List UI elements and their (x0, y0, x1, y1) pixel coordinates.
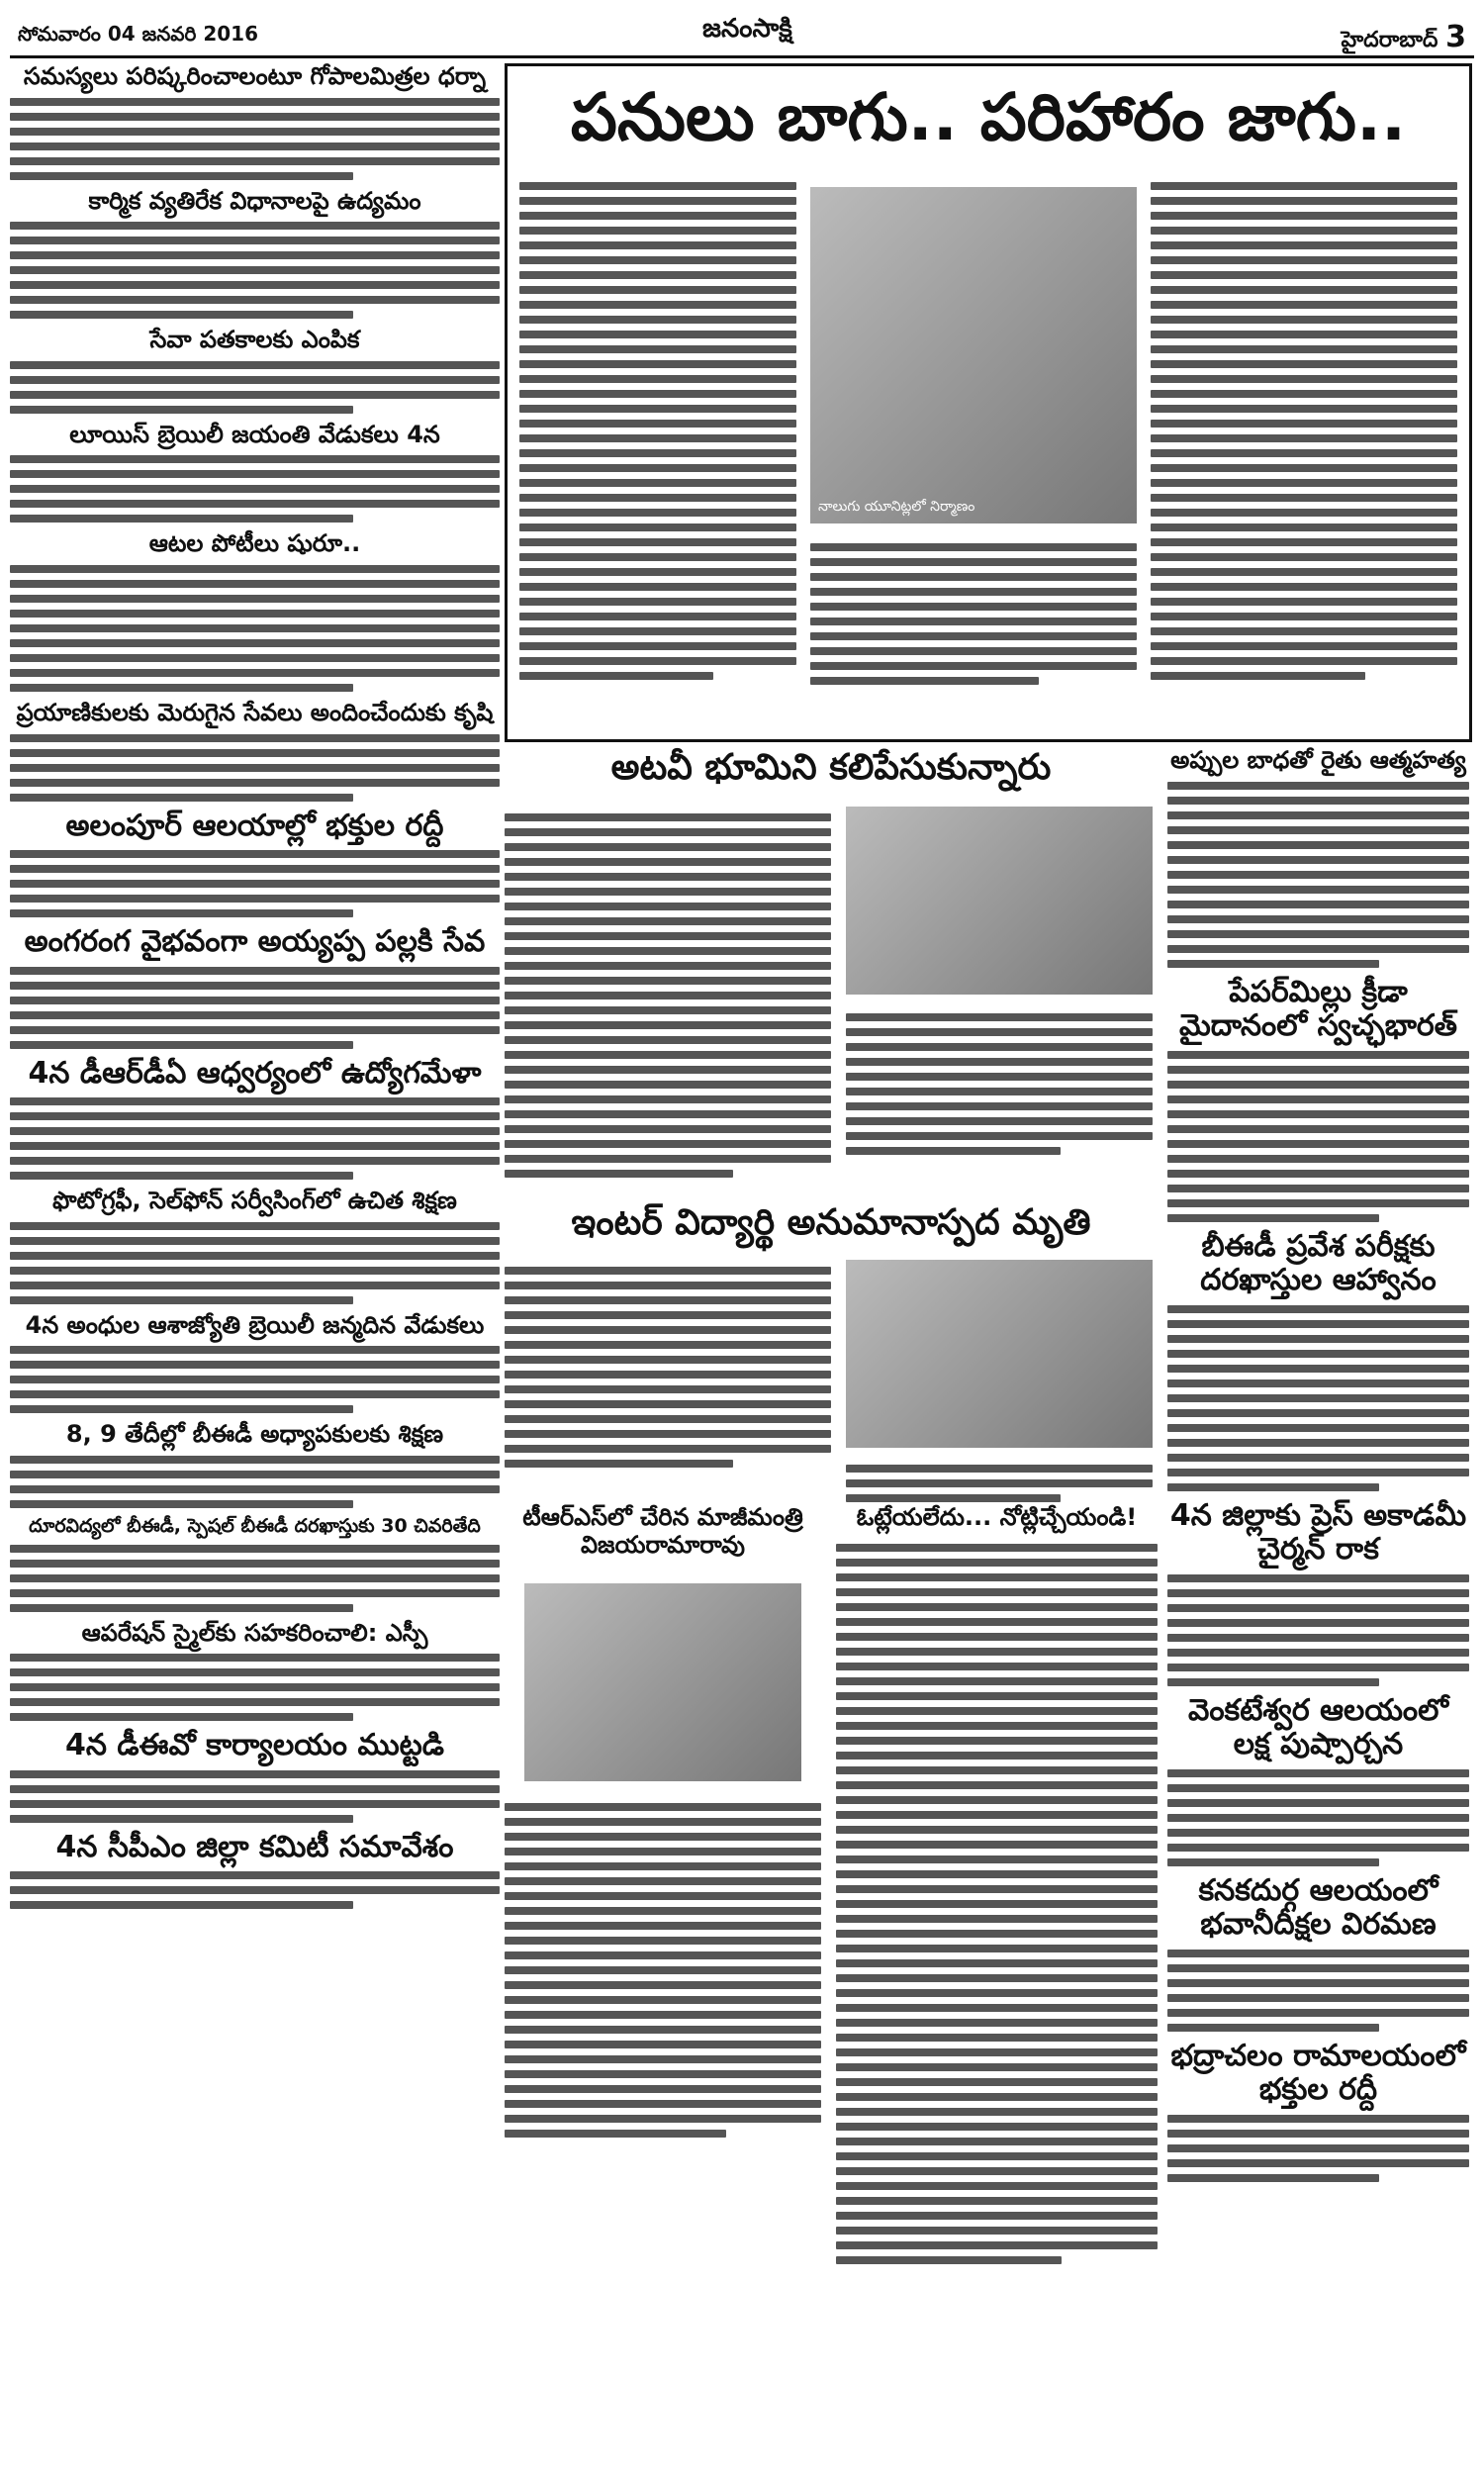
page-number: 3 (1445, 20, 1466, 54)
lead-body-2 (810, 536, 1137, 693)
student-story (505, 1202, 1158, 1499)
vote-story (836, 1504, 1158, 2454)
lead-body-1 (519, 175, 796, 688)
right-headline-4: వెంకటేశ్వర ఆలయంలో లక్ష పుష్పార్చన (1188, 1692, 1448, 1762)
forest-headline: అటవీ భూమిని కలిపేసుకున్నారు (610, 747, 1052, 788)
left-headline-2: సేవా పతకాలకు ఎంపిక (149, 326, 360, 354)
city-and-page (1341, 20, 1466, 57)
left-headline-14: 4న డీఈవో కార్యాలయం ముట్టడి (65, 1728, 444, 1763)
right-headline-2: బీఈడీ ప్రవేశ పరీక్షకు దరఖాస్తుల ఆహ్వానం (1200, 1228, 1437, 1298)
left-headline-4: ఆటల పోటీలు షురూ.. (148, 529, 361, 558)
right-headline-5: కనకదుర్గ ఆలయంలో భవానీదీక్షల విరమణ (1198, 1872, 1438, 1943)
student-photo (846, 1260, 1153, 1448)
lead-photo-caption: నాలుగు యూనిట్లలో నిర్మాణం (818, 499, 975, 515)
left-headline-1: కార్మిక వ్యతిరేక విధానాలపై ఉద్యమం (88, 186, 421, 215)
left-headline-12: దూరవిద్యలో బీఈడీ, స్పెషల్ బీఈడీ దరఖాస్తుకు 30 చివరితేది (29, 1514, 481, 1537)
left-headline-7: అంగరంగ వైభవంగా అయ్యప్ప పల్లకి సేవ (24, 924, 486, 960)
student-headline: ఇంటర్ విద్యార్థి అనుమానాస్పద మృతి (571, 1202, 1091, 1243)
left-headline-11: 8, 9 తేదీల్లో బీఈడీ అధ్యాపకులకు శిక్షణ (65, 1420, 444, 1449)
masthead (10, 8, 1474, 58)
left-headline-9: ఫొటోగ్రఫీ, సెల్‌ఫోన్ సర్వీసింగ్‌లో ఉచిత శిక్షణ (52, 1187, 457, 1215)
paper-logo: జనంసాక్షి (702, 14, 792, 44)
right-headline-1: పేపర్‌మిల్లు క్రీడా మైదానంలో స్వచ్ఛభారత్ (1178, 974, 1457, 1044)
politician-photo (524, 1583, 801, 1781)
forest-story (505, 747, 1158, 1197)
right-column (1167, 747, 1469, 2190)
right-headline-0: అప్పుల బాధతో రైతు ఆత్మహత్య (1170, 746, 1466, 774)
lead-photo (810, 187, 1137, 523)
issue-date: సోమవారం 04 జనవరి 2016 (18, 22, 258, 46)
forest-photo (846, 807, 1153, 995)
lead-story-box (505, 63, 1472, 742)
lead-body-3 (1151, 175, 1457, 688)
left-headline-3: లూయిస్ బ్రెయిలీ జయంతి వేడుకలు 4న (69, 420, 440, 448)
lead-headline: పనులు బాగు.. పరిహారం జాగు.. (570, 79, 1407, 155)
right-headline-6: భద్రాచలం రామాలయంలో భక్తుల రద్దీ (1170, 2038, 1466, 2108)
trs-join-headline: టీఆర్ఎస్‌లో చేరిన మాజీమంత్రి విజయరామారావు (522, 1503, 803, 1559)
trs-join-story (505, 1504, 821, 2454)
right-headline-3: 4న జిల్లాకు ప్రెస్ అకాడమీ చైర్మన్ రాక (1169, 1497, 1467, 1568)
left-column (10, 63, 500, 1917)
left-headline-6: అలంపూర్ ఆలయాల్లో భక్తుల రద్దీ (65, 808, 444, 843)
left-headline-8: 4న డీఆర్‌డీఏ ఆధ్వర్యంలో ఉద్యోగమేళా (28, 1055, 482, 1091)
vote-headline: ఓట్లేయలేదు... నోట్లిచ్చేయండి! (856, 1503, 1138, 1531)
left-headline-5: ప్రయాణికులకు మెరుగైన సేవలు అందించేందుకు కృషి (16, 698, 494, 726)
city-name: హైదరాబాద్ (1341, 28, 1438, 52)
left-headline-10: 4న అంధుల ఆశాజ్యోతి బ్రెయిలీ జన్మదిన వేడుకలు (25, 1310, 485, 1339)
left-headline-13: ఆపరేషన్ స్మైల్‌కు సహకరించాలి: ఎస్పీ (81, 1618, 428, 1647)
left-headline-0: సమస్యలు పరిష్కరించాలంటూ గోపాలమిత్రల ధర్నా (23, 62, 487, 90)
left-headline-15: 4న సీపీఎం జిల్లా కమిటీ సమావేశం (55, 1829, 454, 1864)
